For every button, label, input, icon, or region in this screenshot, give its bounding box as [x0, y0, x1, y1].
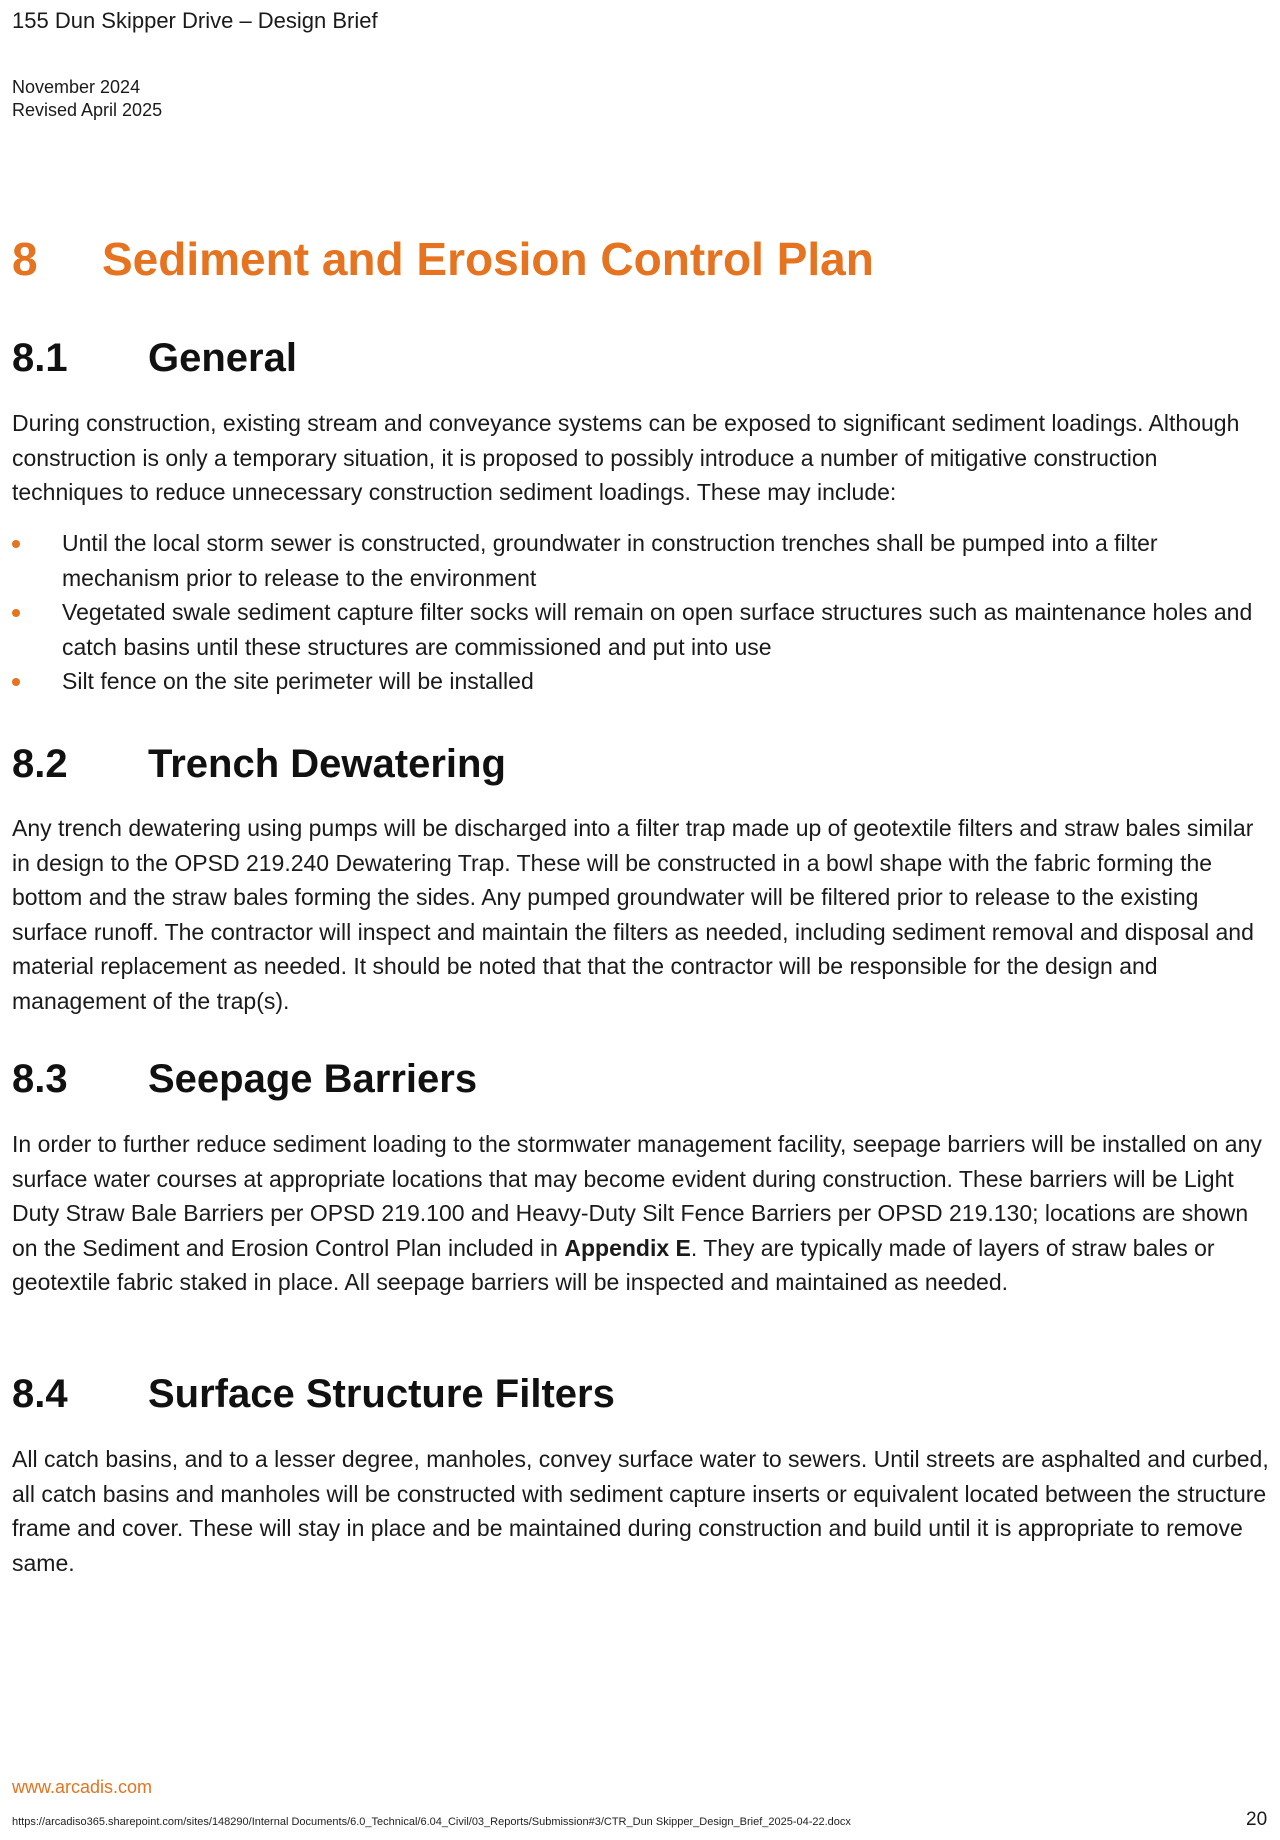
bullet-text: Silt fence on the site perimeter will be installed — [62, 668, 534, 694]
subsection-number: 8.1 — [12, 336, 68, 380]
bullet-icon — [12, 609, 20, 617]
subsection-title: General — [148, 336, 297, 380]
general-bullet-list — [12, 526, 1272, 699]
bullet-text: Until the local storm sewer is constructed, groundwater in construction trenches shall be pumped into a filter mechanism prior to release to the environment — [62, 530, 1158, 591]
list-item — [12, 664, 1272, 699]
paragraph-text: In order to further reduce sediment loading to the stormwater management facility, seepage barriers will be installed on any surface water courses at appropriate locations that may become evident during construction. These barriers will be Light Duty Straw Bale Barriers per OPSD 219.100 and Heavy-Duty Silt Fence Barriers per OPSD 219.130; locations are shown on the Sediment and Erosion Control Plan included in — [12, 1131, 1262, 1261]
section-number: 8 — [12, 233, 38, 285]
revision-date: Revised April 2025 — [12, 100, 163, 120]
seepage-barriers-paragraph — [12, 1127, 1270, 1300]
section-title: Sediment and Erosion Control Plan — [102, 233, 874, 285]
document-title: 155 Dun Skipper Drive – Design Brief — [12, 8, 378, 33]
appendix-reference: Appendix E — [564, 1234, 691, 1261]
bullet-icon — [12, 540, 20, 548]
subsection-title: Surface Structure Filters — [148, 1372, 615, 1416]
document-path: https://arcadiso365.sharepoint.com/sites/148290/Internal Documents/6.0_Technical/6.04_Civil/03_Reports/Submission#3/CTR_Dun Skipper_Design_Brief_2025-04-22.docx — [12, 1816, 851, 1828]
subsection-heading-trench-dewatering — [12, 742, 506, 787]
subsection-heading-surface-structure-filters — [12, 1372, 615, 1417]
date-block — [12, 76, 162, 122]
website-link[interactable]: www.arcadis.com — [12, 1777, 153, 1797]
list-item — [12, 526, 1272, 595]
page-number: 20 — [1246, 1809, 1268, 1830]
subsection-heading-seepage-barriers — [12, 1057, 477, 1102]
subsection-title: Seepage Barriers — [148, 1057, 478, 1101]
document-date: November 2024 — [12, 77, 141, 97]
trench-dewatering-paragraph: Any trench dewatering using pumps will be discharged into a filter trap made up of geotextile filters and straw bales similar in design to the OPSD 219.240 Dewatering Trap. These will be constructed in a bowl shape with the fabric forming the bottom and the straw bales forming the sides. Any pumped groundwater will be filtered prior to release to the existing surface runoff. The contractor will inspect and maintain the filters as needed, including sediment removal and disposal and material replacement as needed. It should be noted that that the contractor will be responsible for the design and management of the trap(s). — [12, 815, 1254, 1014]
subsection-number: 8.3 — [12, 1057, 68, 1101]
subsection-number: 8.2 — [12, 742, 68, 786]
subsection-heading-general — [12, 336, 297, 381]
section-heading — [12, 232, 874, 286]
subsection-number: 8.4 — [12, 1372, 68, 1416]
list-item — [12, 595, 1272, 664]
bullet-text: Vegetated swale sediment capture filter socks will remain on open surface structures such as maintenance holes and catch basins until these structures are commissioned and put into use — [62, 599, 1253, 660]
general-paragraph: During construction, existing stream and conveyance systems can be exposed to significant sediment loadings. Although construction is only a temporary situation, it is proposed to possibly introduce a number of mitigative construction techniques to reduce unnecessary construction sediment loadings. These may include: — [12, 410, 1240, 505]
surface-structure-filters-paragraph: All catch basins, and to a lesser degree, manholes, convey surface water to sewers. Until streets are asphalted and curbed, all catch basins and manholes will be constructed with sediment capture inserts or equivalent located between the structure frame and cover. These will stay in place and be maintained during construction and build until it is appropriate to remove same. — [12, 1446, 1269, 1576]
paragraph-text: . They are typically made of layers of straw bales or geotextile fabric staked in place. All seepage barriers will be inspected and maintained as needed. — [12, 1234, 1215, 1295]
subsection-title: Trench Dewatering — [148, 742, 506, 786]
bullet-icon — [12, 678, 20, 686]
